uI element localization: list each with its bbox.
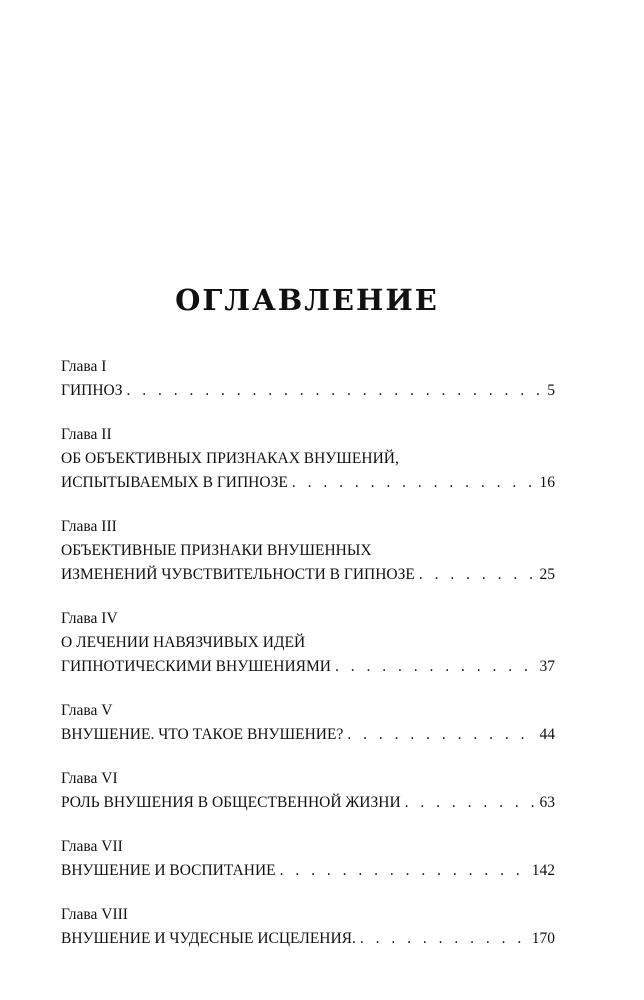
chapter-title-text: РОЛЬ ВНУШЕНИЯ В ОБЩЕСТВЕННОЙ ЖИЗНИ xyxy=(61,794,401,811)
page-number: 5 xyxy=(547,382,555,399)
chapter-label: Глава II xyxy=(61,426,112,443)
page-number: 142 xyxy=(531,862,555,879)
chapter-title-line xyxy=(61,791,555,815)
page-title: ОГЛАВЛЕНИЕ xyxy=(175,283,439,317)
chapter-label: Глава VIII xyxy=(61,906,128,923)
page-number: 63 xyxy=(539,794,555,811)
toc-entry xyxy=(61,835,555,883)
chapter-label: Глава IV xyxy=(61,610,118,627)
toc-entry xyxy=(61,903,555,951)
chapter-title-text: ГИПНОТИЧЕСКИМИ ВНУШЕНИЯМИ xyxy=(61,658,331,675)
chapter-title-line: ОБ ОБЪЕКТИВНЫХ ПРИЗНАКАХ ВНУШЕНИЙ, xyxy=(61,450,399,467)
dot-leader xyxy=(127,379,544,402)
toc-entry xyxy=(61,423,555,495)
dot-leader xyxy=(347,723,535,746)
chapter-label: Глава VI xyxy=(61,770,118,787)
chapter-title-text: ВНУШЕНИЕ И ВОСПИТАНИЕ xyxy=(61,862,276,879)
toc-entry xyxy=(61,699,555,747)
chapter-label: Глава V xyxy=(61,702,113,719)
chapter-title-text: ВНУШЕНИЕ И ЧУДЕСНЫЕ ИСЦЕЛЕНИЯ. xyxy=(61,930,356,947)
page-number: 16 xyxy=(539,474,555,491)
dot-leader xyxy=(292,471,536,494)
table-of-contents xyxy=(61,355,555,971)
chapter-title-line: ОБЪЕКТИВНЫЕ ПРИЗНАКИ ВНУШЕННЫХ xyxy=(61,542,372,559)
chapter-title-text: ИЗМЕНЕНИЙ ЧУВСТВИТЕЛЬНОСТИ В ГИПНОЗЕ xyxy=(61,566,415,583)
chapter-title-text: ИСПЫТЫВАЕМЫХ В ГИПНОЗЕ xyxy=(61,474,288,491)
chapter-title-text: ГИПНОЗ xyxy=(61,382,123,399)
chapter-title-line xyxy=(61,379,555,403)
page-number: 44 xyxy=(539,726,555,743)
chapter-label: Глава VII xyxy=(61,838,123,855)
page-number: 25 xyxy=(539,566,555,583)
chapter-title-text: ВНУШЕНИЕ. ЧТО ТАКОЕ ВНУШЕНИЕ? xyxy=(61,726,344,743)
dot-leader xyxy=(335,655,536,678)
toc-entry xyxy=(61,767,555,815)
chapter-title-line xyxy=(61,655,555,679)
chapter-title-line xyxy=(61,859,555,883)
chapter-label: Глава I xyxy=(61,358,107,375)
chapter-title-line xyxy=(61,563,555,587)
chapter-title-line xyxy=(61,723,555,747)
chapter-title-line xyxy=(61,471,555,495)
toc-entry xyxy=(61,355,555,403)
dot-leader xyxy=(280,859,528,882)
chapter-label: Глава III xyxy=(61,518,117,535)
chapter-title-line xyxy=(61,927,555,951)
page-number: 37 xyxy=(539,658,555,675)
dot-leader xyxy=(360,927,528,950)
toc-entry xyxy=(61,607,555,679)
dot-leader xyxy=(419,563,536,586)
toc-entry xyxy=(61,515,555,587)
page-number: 170 xyxy=(531,930,555,947)
dot-leader xyxy=(405,791,536,814)
chapter-title-line: О ЛЕЧЕНИИ НАВЯЗЧИВЫХ ИДЕЙ xyxy=(61,634,306,651)
